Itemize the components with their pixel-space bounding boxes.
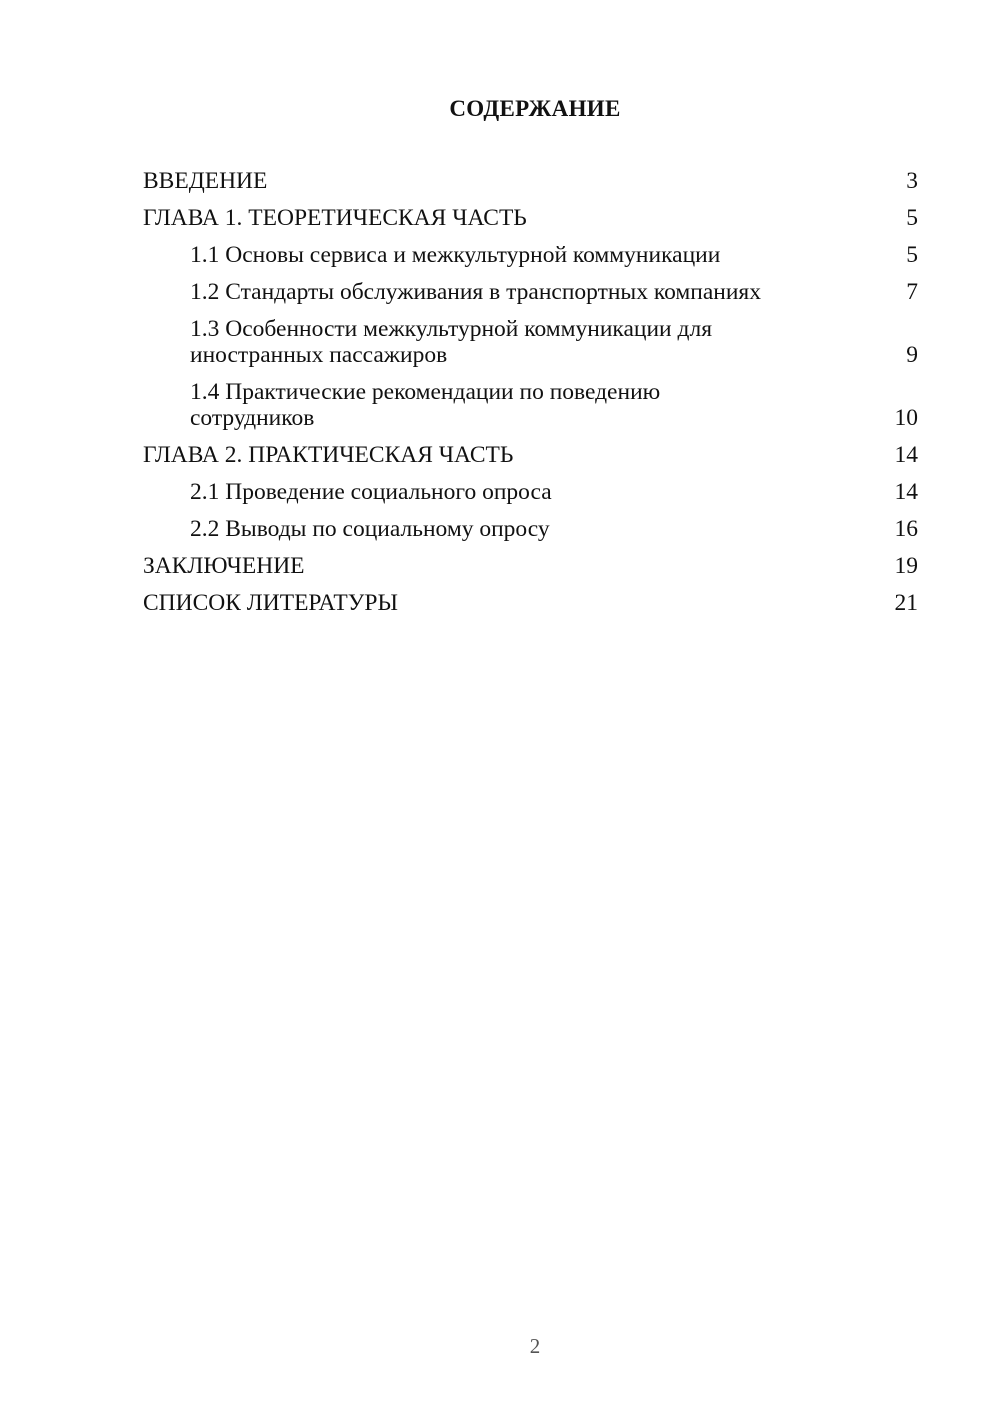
toc-entry-title: ЗАКЛЮЧЕНИЕ [143, 553, 305, 579]
toc-entry-introduction[interactable] [143, 168, 918, 194]
toc-entry-title: ГЛАВА 2. ПРАКТИЧЕСКАЯ ЧАСТЬ [143, 442, 514, 468]
toc-entry-page: 21 [894, 590, 918, 616]
toc-entry-page: 9 [906, 342, 918, 368]
toc-entry-title: 1.2 Стандарты обслуживания в транспортных компаниях [190, 279, 761, 305]
toc-entry-page: 5 [906, 242, 918, 268]
toc-entry-title: 2.2 Выводы по социальному опросу [190, 516, 550, 542]
toc-entry-title: ГЛАВА 1. ТЕОРЕТИЧЕСКАЯ ЧАСТЬ [143, 205, 527, 231]
toc-entry-section-1-3[interactable] [143, 316, 918, 368]
toc-entry-references[interactable] [143, 590, 918, 616]
page-title: СОДЕРЖАНИЕ [449, 96, 621, 121]
toc-entry-section-2-1[interactable] [143, 479, 918, 505]
toc-entry-page: 10 [894, 405, 918, 431]
toc-entry-page: 7 [906, 279, 918, 305]
toc-entry-section-2-2[interactable] [143, 516, 918, 542]
toc-entry-title: ВВЕДЕНИЕ [143, 168, 268, 194]
toc-entry-page: 5 [906, 205, 918, 231]
toc-entry-page: 14 [894, 442, 918, 468]
toc-entry-page: 16 [894, 516, 918, 542]
toc-entry-chapter-2[interactable] [143, 442, 918, 468]
toc-entry-page: 19 [894, 553, 918, 579]
toc-entry-title: СПИСОК ЛИТЕРАТУРЫ [143, 590, 398, 616]
page-number: 2 [529, 1334, 541, 1358]
toc-entry-section-1-4[interactable] [143, 379, 918, 431]
toc-entry-page: 3 [906, 168, 918, 194]
toc-entry-page: 14 [894, 479, 918, 505]
toc-entry-title: 2.1 Проведение социального опроса [190, 479, 552, 505]
toc-entry-title: 1.4 Практические рекомендации по поведению сотрудников [190, 379, 661, 431]
table-of-contents [143, 168, 918, 627]
toc-entry-title: 1.1 Основы сервиса и межкультурной коммуникации [190, 242, 721, 268]
toc-entry-title: 1.3 Особенности межкультурной коммуникации для иностранных пассажиров [190, 316, 713, 368]
toc-entry-chapter-1[interactable] [143, 205, 918, 231]
toc-entry-section-1-1[interactable] [143, 242, 918, 268]
toc-entry-conclusion[interactable] [143, 553, 918, 579]
toc-entry-section-1-2[interactable] [143, 279, 918, 305]
